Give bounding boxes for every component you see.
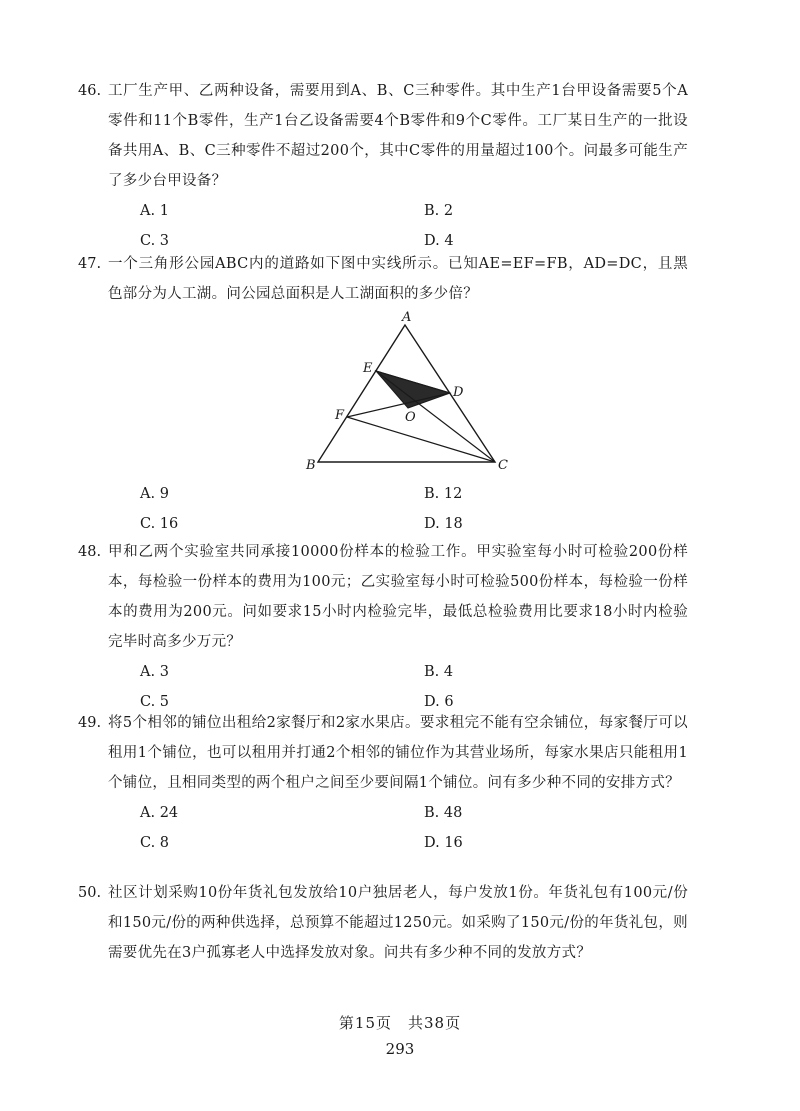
label-a: A xyxy=(402,310,412,325)
label-o: O xyxy=(405,410,416,425)
question-number: 47. xyxy=(78,256,102,272)
question-number: 46. xyxy=(78,83,102,99)
option-d: D. 16 xyxy=(424,835,463,851)
option-a: A. 3 xyxy=(140,664,169,680)
question-text: 社区计划采购10份年货礼包发放给10户独居老人，每户发放1份。年货礼包有100元/份和150元/份的两种供选择，总预算不能超过1250元。如采购了150元/份的年货礼包，则需要优先在3户孤寡老人中选择发放对象。问共有多少种不同的发放方式？ xyxy=(108,885,688,961)
line-ec xyxy=(376,371,495,462)
option-b: B. 48 xyxy=(424,805,463,821)
option-c: C. 5 xyxy=(140,694,170,710)
label-d: D xyxy=(453,385,464,400)
question-47 xyxy=(78,249,688,539)
option-c: C. 3 xyxy=(140,233,170,249)
option-c: C. 16 xyxy=(140,516,179,532)
options xyxy=(108,479,688,539)
option-c: C. 8 xyxy=(140,835,170,851)
question-number: 48. xyxy=(78,544,102,560)
triangle-figure xyxy=(108,309,688,479)
page-number: 293 xyxy=(385,1040,415,1058)
options xyxy=(108,196,688,256)
question-number: 49. xyxy=(78,715,102,731)
question-text: 甲和乙两个实验室共同承接10000份样本的检验工作。甲实验室每小时可检验200份样本，每检验一份样本的费用为100元；乙实验室每小时可检验500份样本，每检验一份样本的费用为200元。问如要求15小时内检验完毕，最低总检验费用比要求18小时内检验完毕时高多少万元？ xyxy=(108,544,688,650)
option-d: D. 18 xyxy=(424,516,463,532)
triangle-diagram xyxy=(108,309,688,479)
label-f: F xyxy=(335,408,345,423)
question-50 xyxy=(78,878,688,968)
question-text: 将5个相邻的铺位出租给2家餐厅和2家水果店。要求租完不能有空余铺位，每家餐厅可以租用1个铺位，也可以租用并打通2个相邻的铺位作为其营业场所，每家水果店只能租用1个铺位，且相同类型的两个租户之间至少要间隔1个铺位。问有多少种不同的安排方式？ xyxy=(108,715,688,791)
label-b: B xyxy=(306,458,316,473)
option-b: B. 2 xyxy=(424,203,454,219)
line-fc xyxy=(347,417,495,462)
option-a: A. 24 xyxy=(140,805,179,821)
page-info: 第15页 共38页 xyxy=(338,1014,462,1032)
question-48 xyxy=(78,537,688,717)
option-d: D. 6 xyxy=(424,694,454,710)
question-49 xyxy=(78,708,688,858)
options xyxy=(108,798,688,858)
question-text: 一个三角形公园ABC内的道路如下图中实线所示。已知AE=EF=FB，AD=DC，且黑色部分为人工湖。问公园总面积是人工湖面积的多少倍？ xyxy=(108,256,688,302)
option-b: B. 4 xyxy=(424,664,454,680)
label-c: C xyxy=(498,458,508,473)
question-text: 工厂生产甲、乙两种设备，需要用到A、B、C三种零件。其中生产1台甲设备需要5个A零件和11个B零件，生产1台乙设备需要4个B零件和9个C零件。工厂某日生产的一批设备共用A、B、C三种零件不超过200个，其中C零件的用量超过100个。问最多可能生产了多少台甲设备？ xyxy=(108,83,688,189)
question-46 xyxy=(78,76,688,256)
option-b: B. 12 xyxy=(424,486,463,502)
option-d: D. 4 xyxy=(424,233,454,249)
option-a: A. 1 xyxy=(140,203,169,219)
label-e: E xyxy=(363,361,373,376)
question-number: 50. xyxy=(78,885,102,901)
option-a: A. 9 xyxy=(140,486,169,502)
